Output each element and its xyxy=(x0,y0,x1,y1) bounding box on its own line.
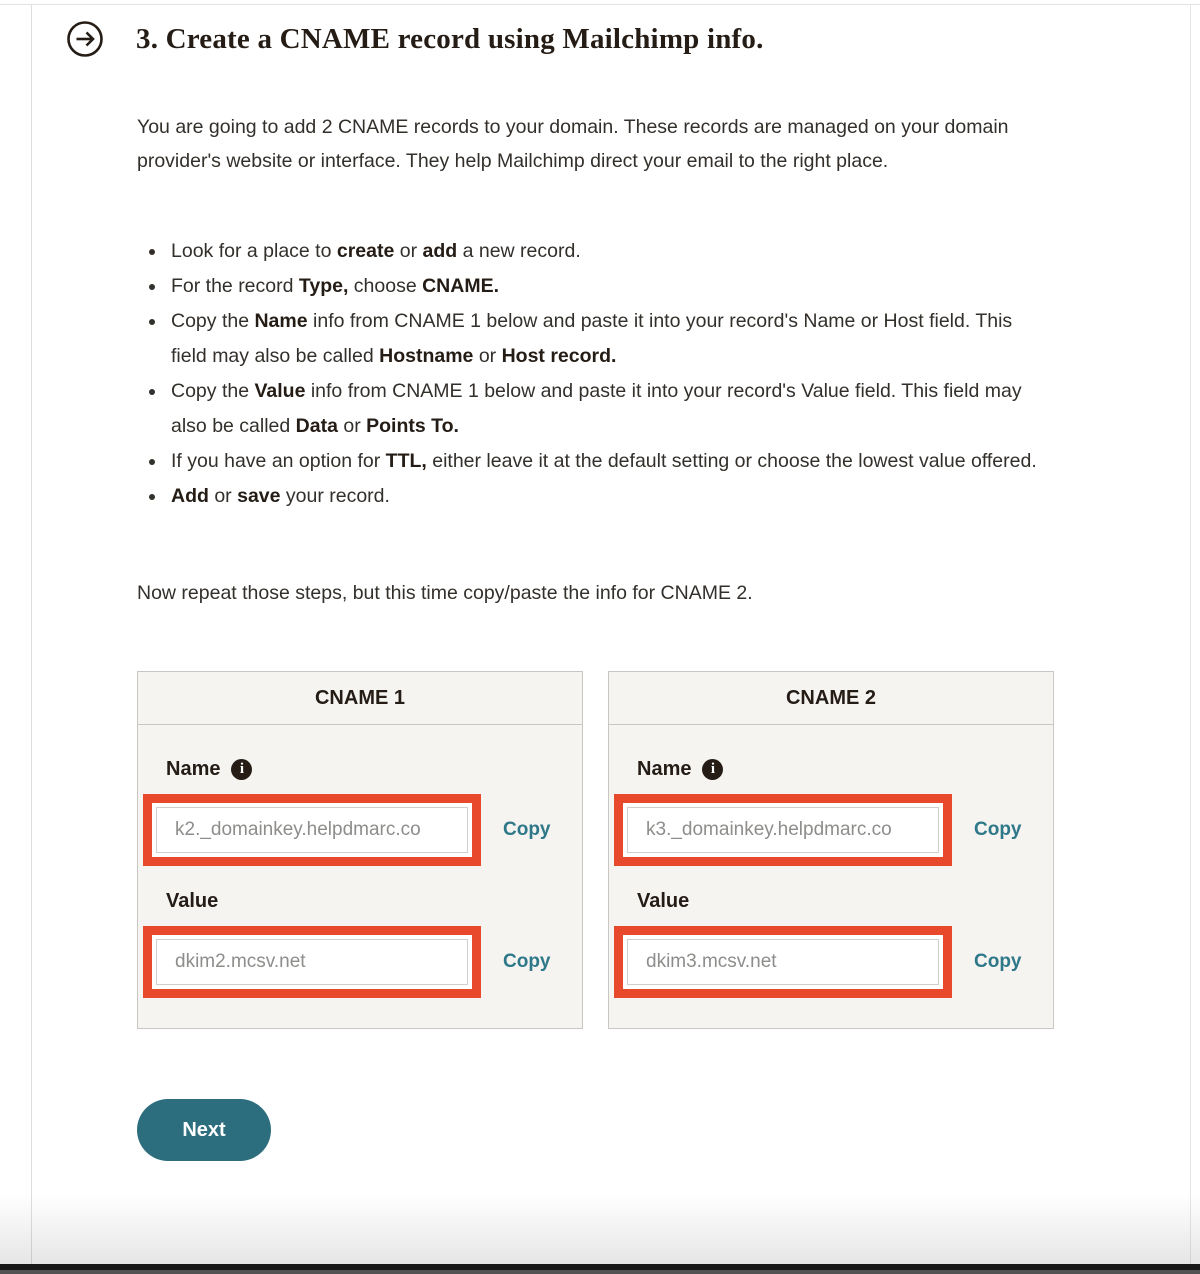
next-button[interactable]: Next xyxy=(137,1099,271,1161)
value-input[interactable] xyxy=(627,939,939,985)
instruction-item: • Look for a place to create or add a new record. xyxy=(167,234,1047,269)
repeat-note: Now repeat those steps, but this time copy/paste the info for CNAME 2. xyxy=(137,582,753,604)
instruction-item: • For the record Type, choose CNAME. xyxy=(167,269,1047,304)
field-label-text: Value xyxy=(637,890,690,912)
step-content xyxy=(32,0,1190,1161)
info-icon[interactable]: i xyxy=(702,759,723,780)
step-heading-row xyxy=(66,20,1190,58)
bottom-shadow-fade xyxy=(0,1194,1200,1264)
bottom-window-strip xyxy=(0,1270,1200,1274)
instruction-item: • Copy the Value info from CNAME 1 below and paste it into your record's Value field. This field may also be called Data or Points To. xyxy=(167,374,1047,444)
red-highlight-box xyxy=(143,794,481,866)
name-input[interactable] xyxy=(627,807,939,853)
name-field-row xyxy=(614,794,1053,866)
intro-paragraph: You are going to add 2 CNAME records to your domain. These records are managed on your domain provider's website or interface. They help Mailchimp direct your email to the right place. xyxy=(137,116,1009,172)
value-field-label xyxy=(166,890,582,913)
value-field-row xyxy=(143,926,582,998)
copy-button[interactable]: Copy xyxy=(974,951,1022,972)
red-highlight-box xyxy=(143,926,481,998)
value-field-row xyxy=(614,926,1053,998)
card-title: CNAME 1 xyxy=(138,672,582,725)
name-field-label xyxy=(166,758,582,781)
instruction-item: • Copy the Name info from CNAME 1 below and paste it into your record's Name or Host field. This field may also be called Hostname or Host record. xyxy=(167,304,1047,374)
name-input[interactable] xyxy=(156,807,468,853)
field-label-text: Value xyxy=(166,890,219,912)
instruction-list xyxy=(137,234,1047,514)
cname-card xyxy=(137,671,583,1029)
instruction-item: • If you have an option for TTL, either leave it at the default setting or choose the lowest value offered. xyxy=(167,444,1047,479)
value-field-label xyxy=(637,890,1053,913)
value-input[interactable] xyxy=(156,939,468,985)
page-title: 3. Create a CNAME record using Mailchimp info. xyxy=(136,22,764,55)
field-label-text: Name xyxy=(637,758,692,780)
copy-button[interactable]: Copy xyxy=(503,819,551,840)
card-body xyxy=(609,725,1053,1028)
copy-button[interactable]: Copy xyxy=(974,819,1022,840)
step-arrow-icon xyxy=(66,20,104,58)
copy-button[interactable]: Copy xyxy=(503,951,551,972)
info-icon[interactable]: i xyxy=(231,759,252,780)
card-title: CNAME 2 xyxy=(609,672,1053,725)
red-highlight-box xyxy=(614,926,952,998)
card-body xyxy=(138,725,582,1028)
panel-right-border xyxy=(1190,4,1191,1274)
red-highlight-box xyxy=(614,794,952,866)
name-field-label xyxy=(637,758,1053,781)
field-label-text: Name xyxy=(166,758,221,780)
cname-card xyxy=(608,671,1054,1029)
name-field-row xyxy=(143,794,582,866)
cname-cards xyxy=(137,671,1190,1029)
instruction-item: • Add or save your record. xyxy=(167,479,1047,514)
